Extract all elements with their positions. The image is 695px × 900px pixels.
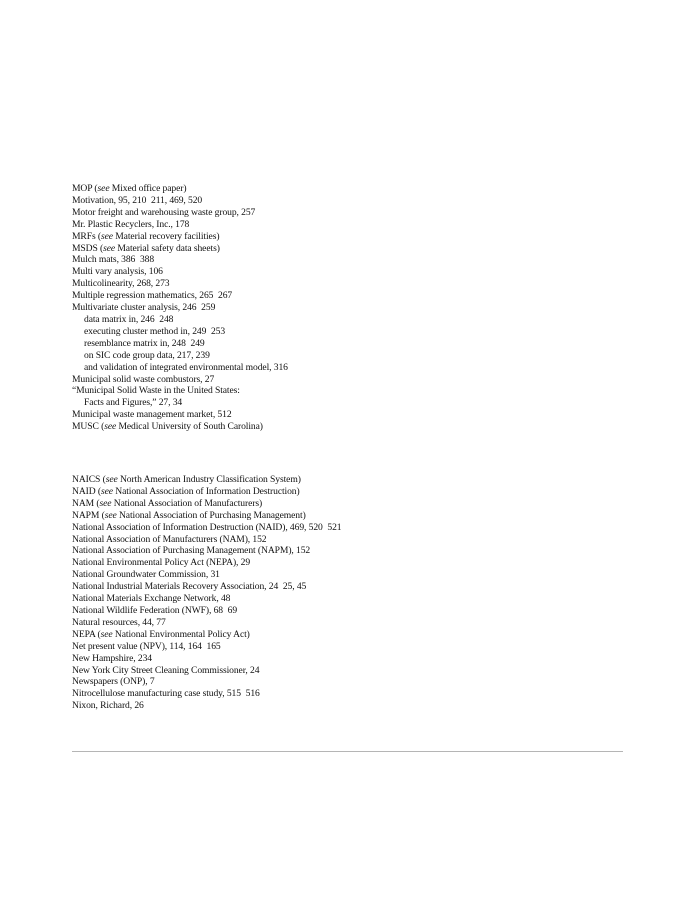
entry-text: Multi vary analysis, 106 <box>72 266 163 278</box>
entry-text: Mr. Plastic Recyclers, Inc., 178 <box>72 218 190 230</box>
index-subentry <box>72 326 632 338</box>
index-entry <box>72 569 632 581</box>
entry-text: data matrix in, 246 248 <box>84 313 174 325</box>
index-entry <box>72 605 632 617</box>
index-entry <box>72 593 632 605</box>
entry-text: National Industrial Materials Recovery Association, 24 25, 45 <box>72 581 307 593</box>
index-entry <box>72 266 632 278</box>
entry-text: National Association of Purchasing Management (NAPM), 152 <box>72 545 311 557</box>
entry-text: New Hampshire, 234 <box>72 652 152 664</box>
index-entry <box>72 617 632 629</box>
index-subentry <box>72 397 632 409</box>
entry-text: Motor freight and warehousing waste group, 257 <box>72 206 256 218</box>
entry-text: National Materials Exchange Network, 48 <box>72 593 231 605</box>
index-entry <box>72 534 632 546</box>
entry-text: resemblance matrix in, 248 249 <box>84 337 205 349</box>
index-entry <box>72 385 632 397</box>
index-entry <box>72 629 632 641</box>
index-entry <box>72 374 632 386</box>
index-subentry <box>72 350 632 362</box>
entry-text: NAID ( <box>72 485 101 497</box>
index-entry <box>72 243 632 255</box>
index-subentry <box>72 338 632 350</box>
entry-text: National Association of Manufacturers (NAM), 152 <box>72 533 267 545</box>
index-entry <box>72 474 632 486</box>
index-subentry <box>72 314 632 326</box>
entry-text: Multivariate cluster analysis, 246 259 <box>72 302 216 314</box>
see-reference: see <box>105 474 118 485</box>
see-reference: see <box>103 242 116 254</box>
entry-text: NAM ( <box>72 497 100 509</box>
entry-reference-target: North American Industry Classification System) <box>117 474 301 485</box>
see-reference: see <box>97 183 110 194</box>
index-entry <box>72 688 632 700</box>
entry-reference-target: National Environmental Policy Act) <box>112 628 250 640</box>
index-entry <box>72 522 632 534</box>
index-entry <box>72 302 632 314</box>
entry-text: National Groundwater Commission, 31 <box>72 569 220 581</box>
index-entry <box>72 498 632 510</box>
entry-text: MSDS ( <box>72 242 104 254</box>
entry-text: Natural resources, 44, 77 <box>72 616 166 628</box>
entry-text: Facts and Figures,” 27, 34 <box>84 397 183 409</box>
entry-reference-target: Material safety data sheets) <box>115 242 220 254</box>
index-entry <box>72 421 632 433</box>
entry-text: executing cluster method in, 249 253 <box>84 325 226 337</box>
entry-reference-target: Mixed office paper) <box>109 183 187 194</box>
index-section-m <box>72 183 632 433</box>
entry-text: Net present value (NPV), 114, 164 165 <box>72 640 221 652</box>
see-reference: see <box>104 509 117 521</box>
entry-reference-target: Material recovery facilities) <box>112 230 220 242</box>
entry-reference-target: Medical University of South Carolina) <box>116 421 263 433</box>
entry-text: Multicolinearity, 268, 273 <box>72 278 170 290</box>
index-entry <box>72 641 632 653</box>
entry-text: NEPA ( <box>72 628 101 640</box>
index-subentry <box>72 362 632 374</box>
entry-text: MUSC ( <box>72 421 105 433</box>
index-entry <box>72 653 632 665</box>
entry-text: Municipal waste management market, 512 <box>72 409 232 421</box>
index-entry <box>72 290 632 302</box>
entry-text: on SIC code group data, 217, 239 <box>84 349 210 361</box>
see-reference: see <box>104 421 117 433</box>
entry-text: Motivation, 95, 210 211, 469, 520 <box>72 194 203 206</box>
entry-reference-target: National Association of Information Destruction) <box>112 485 300 497</box>
index-entry <box>72 510 632 522</box>
entry-text: Multiple regression mathematics, 265 267 <box>72 290 233 302</box>
index-entry <box>72 254 632 266</box>
index-entry <box>72 557 632 569</box>
entry-text: and validation of integrated environmental model, 316 <box>84 361 288 373</box>
entry-text: Nitrocellulose manufacturing case study, 515 516 <box>72 688 260 700</box>
index-entry <box>72 183 632 195</box>
entry-reference-target: National Association of Purchasing Management) <box>116 509 306 521</box>
index-entry <box>72 219 632 231</box>
index-entry <box>72 581 632 593</box>
entry-text: Nixon, Richard, 26 <box>72 700 144 712</box>
see-reference: see <box>101 230 113 242</box>
entry-text: “Municipal Solid Waste in the United States: <box>72 385 240 397</box>
index-entry <box>72 545 632 557</box>
entry-reference-target: National Association of Manufacturers) <box>111 497 263 509</box>
entry-text: National Wildlife Federation (NWF), 68 69 <box>72 604 238 616</box>
entry-text: National Environmental Policy Act (NEPA), 29 <box>72 557 251 569</box>
index-entry <box>72 676 632 688</box>
index-entry <box>72 278 632 290</box>
entry-text: Municipal solid waste combustors, 27 <box>72 373 215 385</box>
see-reference: see <box>100 485 113 497</box>
index-entry <box>72 700 632 712</box>
index-entry <box>72 195 632 207</box>
entry-text: MRFs ( <box>72 230 101 242</box>
entry-text: Mulch mats, 386 388 <box>72 254 155 266</box>
entry-text: NAPM ( <box>72 509 105 521</box>
see-reference: see <box>99 497 112 509</box>
index-entry <box>72 409 632 421</box>
entry-text: National Association of Information Destruction (NAID), 469, 520 521 <box>72 521 342 533</box>
index-entry <box>72 665 632 677</box>
index-entry <box>72 486 632 498</box>
see-reference: see <box>100 628 113 640</box>
entry-text: MOP ( <box>72 183 98 194</box>
entry-text: NAICS ( <box>72 474 106 485</box>
index-entry <box>72 207 632 219</box>
index-section-n <box>72 474 632 712</box>
entry-text: Newspapers (ONP), 7 <box>72 676 155 688</box>
entry-text: New York City Street Cleaning Commissioner, 24 <box>72 664 260 676</box>
footer-rule <box>72 751 623 752</box>
index-entry <box>72 231 632 243</box>
